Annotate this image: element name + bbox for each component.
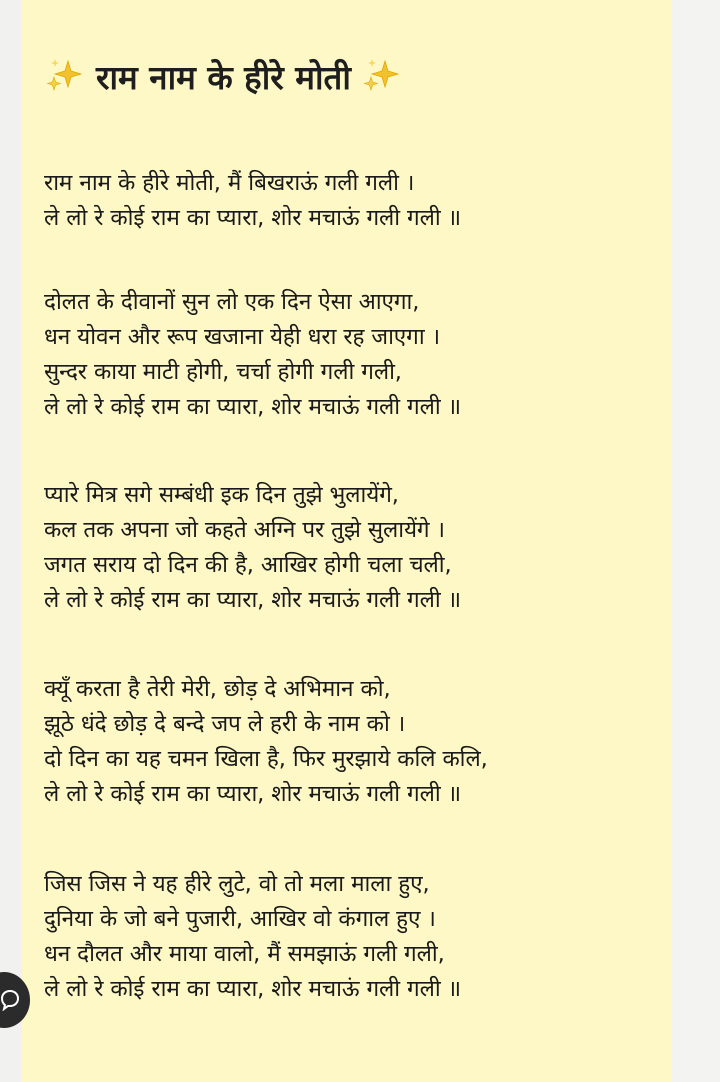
verse-line: ले लो रे कोई राम का प्यारा, शोर मचाऊं गली गली ॥ — [44, 587, 462, 613]
verse-line: ले लो रे कोई राम का प्यारा, शोर मचाऊं गली गली ॥ — [44, 976, 462, 1002]
stanza-3 — [44, 478, 684, 618]
verse-line: धन योवन और रूप खजाना येही धरा रह जाएगा । — [44, 324, 441, 350]
verse-line: क्यूँ करता है तेरी मेरी, छोड़ दे अभिमान को, — [44, 676, 391, 702]
stanza-5 — [44, 867, 684, 1007]
verse-line: जिस जिस ने यह हीरे लुटे, वो तो मला माला हुए, — [44, 871, 430, 897]
poem-title: राम नाम के हीरे मोती — [96, 57, 351, 97]
stanza-2 — [44, 285, 684, 425]
right-edge-strip — [672, 0, 720, 1082]
verse-line: दुनिया के जो बने पुजारी, आखिर वो कंगाल हुए । — [44, 906, 436, 932]
verse-line: ले लो रे कोई राम का प्यारा, शोर मचाऊं गली गली ॥ — [44, 205, 462, 231]
verse-line: दो दिन का यह चमन खिला है, फिर मुरझाये कलि कलि, — [44, 746, 488, 772]
poem-card — [22, 0, 672, 1082]
verse-line: झूठे धंदे छोड़ दे बन्दे जप ले हरी के नाम को । — [44, 711, 406, 737]
stanza-1 — [44, 166, 684, 236]
chat-bubble-icon — [0, 989, 20, 1011]
poem-title-row — [44, 48, 403, 104]
verse-line: जगत सराय दो दिन की है, आखिर होगी चला चली, — [44, 552, 452, 578]
verse-line: कल तक अपना जो कहते अग्नि पर तुझे सुलायेंगे । — [44, 517, 445, 543]
verse-line: धन दौलत और माया वालो, मैं समझाऊं गली गली, — [44, 941, 445, 967]
verse-line: दोलत के दीवानों सुन लो एक दिन ऐसा आएगा, — [44, 289, 420, 315]
sparkles-icon — [44, 55, 86, 97]
verse-line: ले लो रे कोई राम का प्यारा, शोर मचाऊं गली गली ॥ — [44, 394, 462, 420]
verse-line: राम नाम के हीरे मोती, मैं बिखराऊं गली गली । — [44, 170, 415, 196]
verse-line: प्यारे मित्र सगे सम्बंधी इक दिन तुझे भुलायेंगे, — [44, 482, 399, 508]
verse-line: ले लो रे कोई राम का प्यारा, शोर मचाऊं गली गली ॥ — [44, 781, 462, 807]
stanza-4 — [44, 672, 684, 812]
sparkles-icon — [361, 55, 403, 97]
verse-line: सुन्दर काया माटी होगी, चर्चा होगी गली गली, — [44, 359, 402, 385]
